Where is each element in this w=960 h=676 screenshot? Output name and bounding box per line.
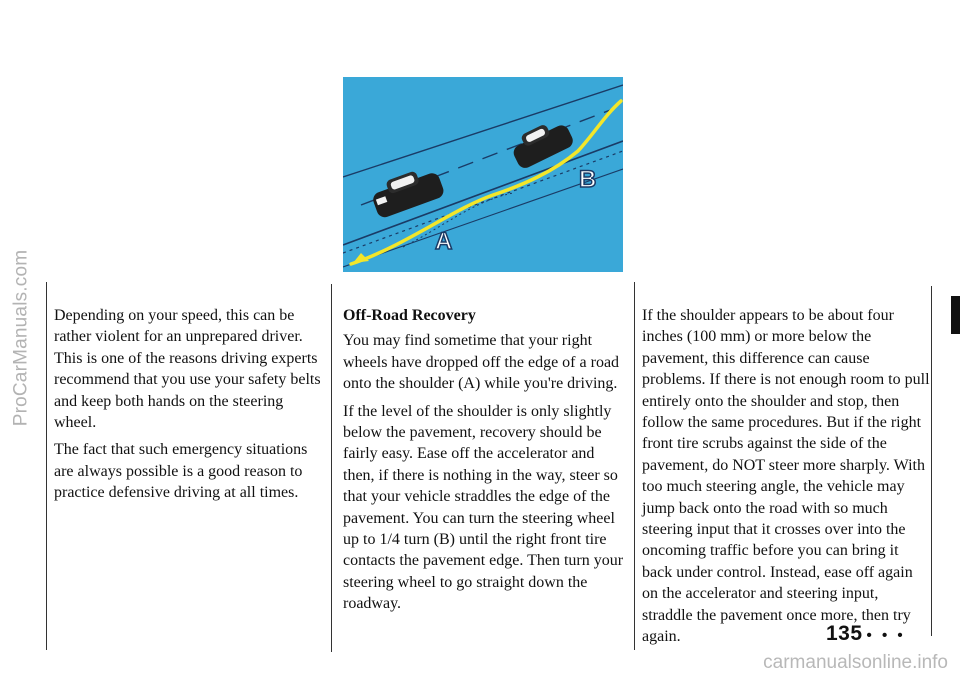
left-paragraph-1: Depending on your speed, this can be rather violent for an unprepared driver. This is one of the reasons driving experts recommend that you use your safety belts and keep both hands on the steering wheel. <box>54 307 321 432</box>
column-rule-far-right <box>931 286 932 636</box>
side-watermark-text: ProCarManuals.com <box>10 249 32 427</box>
right-column <box>642 305 930 654</box>
side-watermark <box>6 0 36 676</box>
left-column <box>54 305 326 510</box>
page-marks: • • • <box>866 627 906 644</box>
label-b: B <box>579 166 597 193</box>
label-a: A <box>435 228 453 255</box>
left-paragraph-2: The fact that such emergency situations are always possible is a good reason to practice defensive driving at all times. <box>54 441 308 502</box>
off-road-recovery-illustration <box>343 77 623 272</box>
right-paragraph-1: If the shoulder appears to be about four inches (100 mm) or more below the pavement, this difference can cause problems. If there is not enough room to pull entirely onto the shoulder and stop, then follow the same procedures. But if the right front tire scrubs against the side of the pavement, do NOT steer more sharply. With too much steering angle, the vehicle may jump back onto the road with so much steering input that it crosses over into the oncoming traffic before you can bring it back under control. Instead, ease off again on the accelerator and steering input, straddle the pavement once more, then try again. <box>642 307 930 646</box>
column-rule-right <box>634 282 635 650</box>
middle-paragraph-1: You may find sometime that your right wheels have dropped off the edge of a road onto the shoulder (A) while you're driving. <box>343 332 620 393</box>
section-heading: Off-Road Recovery <box>343 307 476 324</box>
page-number <box>826 622 906 646</box>
road-diagram <box>343 77 623 272</box>
column-rule-left <box>46 282 47 650</box>
bottom-watermark: carmanualsonline.info <box>763 652 948 673</box>
middle-column <box>343 305 627 621</box>
middle-paragraph-2: If the level of the shoulder is only slightly below the pavement, recovery should be fairly easy. Ease off the accelerator and then, if there is nothing in the way, steer so that your vehicle straddles the edge of the pavement. You can turn the steering wheel up to 1/4 turn (B) until the right front tire contacts the pavement edge. Then turn your steering wheel to go straight down the roadway. <box>343 402 624 613</box>
column-rule-middle <box>331 284 332 652</box>
section-tab-marker <box>951 296 960 334</box>
page-number-text: 135 <box>826 622 863 645</box>
